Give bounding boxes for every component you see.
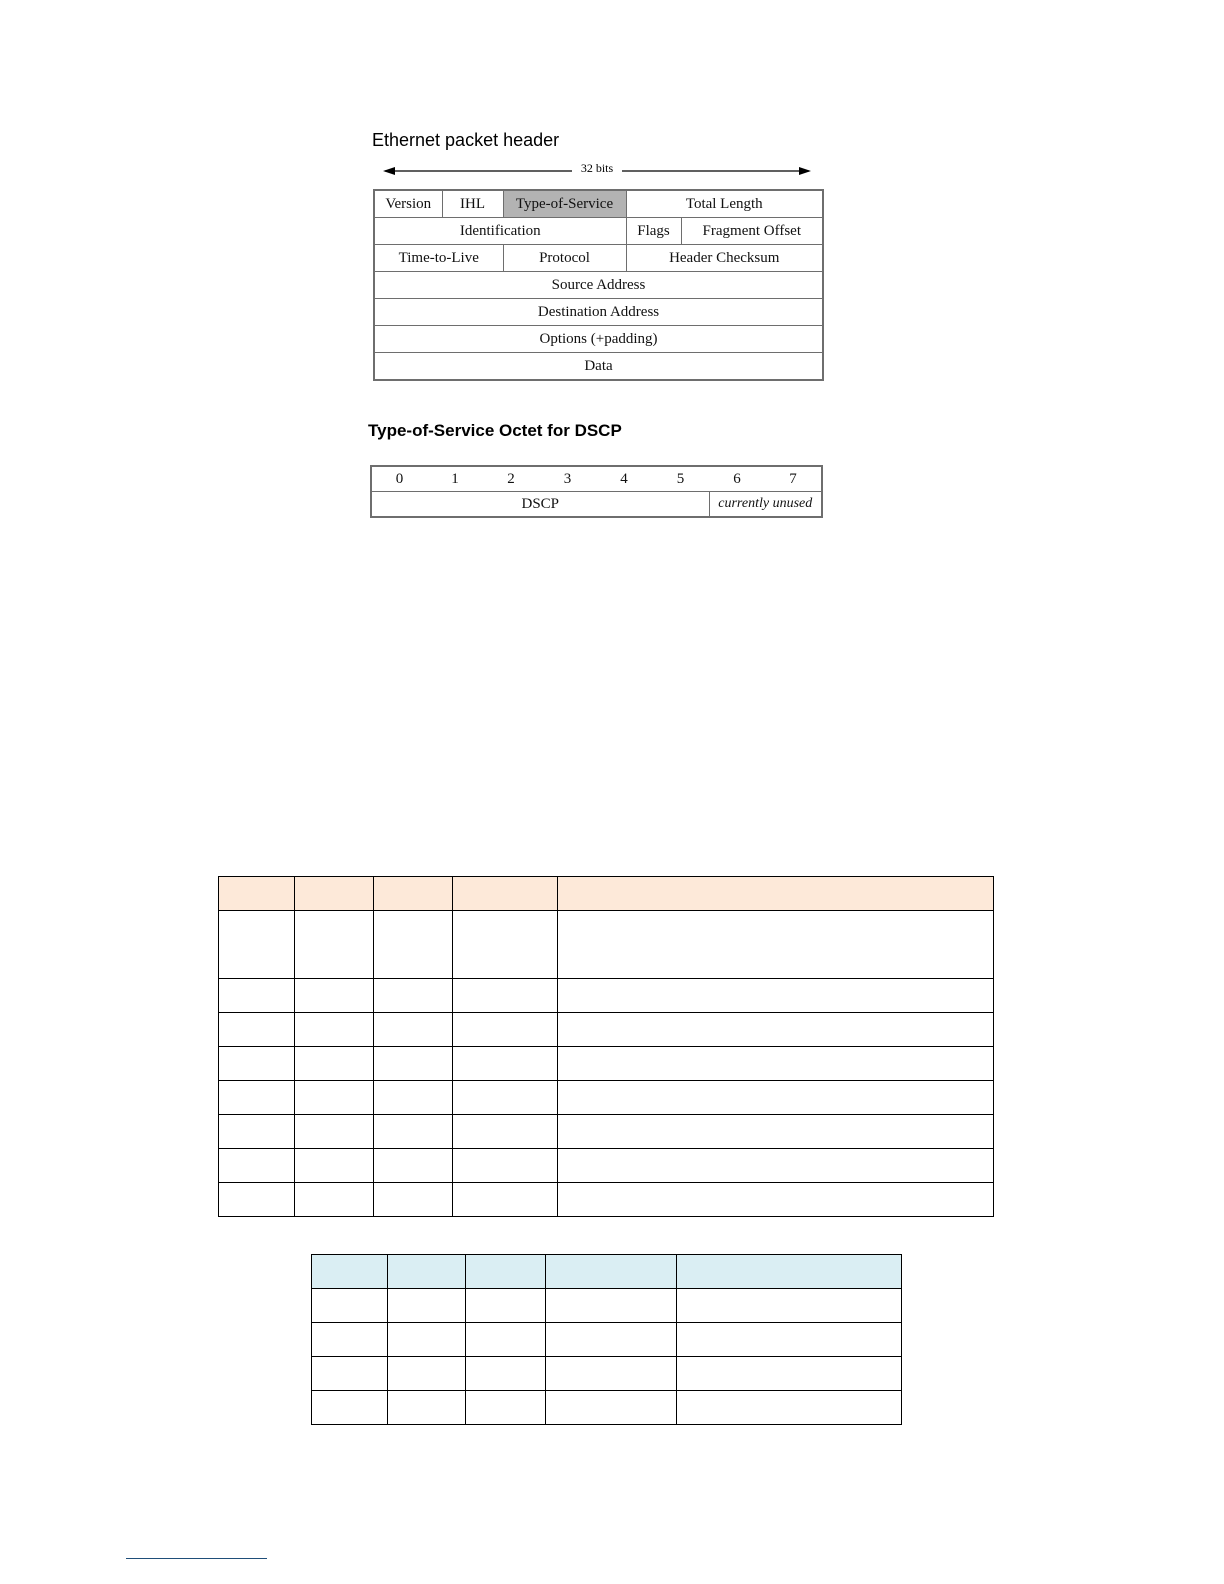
table-cell: [219, 1081, 295, 1115]
table-cell: [466, 1391, 546, 1425]
table-cell: [295, 1183, 374, 1217]
table-row: [312, 1357, 902, 1391]
field-data: Data: [374, 353, 823, 381]
empty-table-b: [311, 1254, 902, 1425]
table-cell: [374, 911, 453, 979]
table-row: [219, 911, 994, 979]
table-cell: [374, 1115, 453, 1149]
bit-index: 7: [765, 466, 822, 492]
field-version: Version: [374, 190, 442, 218]
table-cell: [388, 1255, 466, 1289]
table-cell: [295, 1081, 374, 1115]
table-cell: [374, 1149, 453, 1183]
table-cell: [219, 1047, 295, 1081]
table-row: [312, 1289, 902, 1323]
field-ihl: IHL: [442, 190, 503, 218]
table-cell: [558, 1081, 994, 1115]
table-cell: [295, 979, 374, 1013]
field-flags: Flags: [626, 218, 681, 245]
footnote-separator: [126, 1558, 267, 1559]
field-total-length: Total Length: [626, 190, 823, 218]
table-cell: [558, 979, 994, 1013]
table-cell: [388, 1323, 466, 1357]
header-row: [374, 272, 823, 299]
table-cell: [295, 911, 374, 979]
table-cell: [546, 1255, 677, 1289]
table-cell: [312, 1289, 388, 1323]
table-cell: [295, 1047, 374, 1081]
table-cell: [388, 1289, 466, 1323]
field-fragment-offset: Fragment Offset: [681, 218, 823, 245]
table-cell: [312, 1391, 388, 1425]
field-destination-address: Destination Address: [374, 299, 823, 326]
table-cell: [558, 1047, 994, 1081]
empty-table-a: [218, 876, 994, 1217]
table-cell: [219, 979, 295, 1013]
table-cell: [453, 1081, 558, 1115]
table-cell: [388, 1357, 466, 1391]
table-cell: [466, 1323, 546, 1357]
bit-index-row: [371, 466, 822, 492]
table-cell: [677, 1323, 902, 1357]
table-cell: [374, 1183, 453, 1217]
table-row: [219, 1149, 994, 1183]
bit-index: 6: [709, 466, 765, 492]
table-cell: [453, 911, 558, 979]
table-cell: [558, 1183, 994, 1217]
bit-index: 4: [596, 466, 652, 492]
header-row: [374, 326, 823, 353]
table-row: [312, 1323, 902, 1357]
table-cell: [453, 1183, 558, 1217]
table-header-row: [312, 1255, 902, 1289]
table-cell: [558, 1115, 994, 1149]
table-cell: [677, 1391, 902, 1425]
table-cell: [219, 1013, 295, 1047]
field-dscp: DSCP: [371, 492, 709, 518]
table-cell: [677, 1289, 902, 1323]
table-cell: [546, 1323, 677, 1357]
header-row: [374, 245, 823, 272]
table-cell: [453, 1149, 558, 1183]
field-options: Options (+padding): [374, 326, 823, 353]
table-cell: [312, 1255, 388, 1289]
table-row: [219, 1047, 994, 1081]
table-row: [219, 1115, 994, 1149]
table-cell: [219, 1183, 295, 1217]
table-cell: [453, 979, 558, 1013]
field-currently-unused: currently unused: [709, 492, 822, 518]
table-row: [219, 1183, 994, 1217]
header-row: [374, 353, 823, 381]
table-cell: [453, 1047, 558, 1081]
header-row: [374, 190, 823, 218]
field-time-to-live: Time-to-Live: [374, 245, 503, 272]
bit-index: 1: [427, 466, 483, 492]
field-header-checksum: Header Checksum: [626, 245, 823, 272]
table-cell: [558, 877, 994, 911]
table-cell: [374, 877, 453, 911]
ip-header-diagram: [373, 189, 824, 381]
header-row: [374, 299, 823, 326]
table-row: [312, 1391, 902, 1425]
table-cell: [677, 1357, 902, 1391]
field-source-address: Source Address: [374, 272, 823, 299]
table-cell: [388, 1391, 466, 1425]
table-cell: [453, 1115, 558, 1149]
table-cell: [374, 1047, 453, 1081]
table-cell: [466, 1357, 546, 1391]
table-row: [219, 979, 994, 1013]
table-cell: [295, 877, 374, 911]
table-cell: [295, 1013, 374, 1047]
table-cell: [295, 1115, 374, 1149]
header-row: [374, 218, 823, 245]
table-cell: [374, 979, 453, 1013]
bit-index: 3: [539, 466, 596, 492]
table-cell: [558, 1149, 994, 1183]
table-cell: [312, 1323, 388, 1357]
table-cell: [312, 1357, 388, 1391]
table-cell: [374, 1081, 453, 1115]
table-cell: [677, 1255, 902, 1289]
field-protocol: Protocol: [503, 245, 626, 272]
table-cell: [466, 1289, 546, 1323]
field-type-of-service: Type-of-Service: [503, 190, 626, 218]
table-cell: [219, 877, 295, 911]
tos-octet-diagram: [370, 465, 823, 518]
table-cell: [453, 1013, 558, 1047]
ethernet-header-title: Ethernet packet header: [372, 130, 560, 150]
table-cell: [374, 1013, 453, 1047]
field-identification: Identification: [374, 218, 626, 245]
table-header-row: [219, 877, 994, 911]
bit-width-label: 32 bits: [572, 161, 622, 176]
table-cell: [558, 1013, 994, 1047]
bit-index: 0: [371, 466, 427, 492]
table-row: [219, 1013, 994, 1047]
table-cell: [219, 911, 295, 979]
octet-field-row: [371, 492, 822, 518]
bit-index: 2: [483, 466, 539, 492]
table-cell: [466, 1255, 546, 1289]
table-cell: [546, 1391, 677, 1425]
table-cell: [453, 877, 558, 911]
table-row: [219, 1081, 994, 1115]
table-cell: [219, 1149, 295, 1183]
table-cell: [295, 1149, 374, 1183]
table-cell: [219, 1115, 295, 1149]
table-cell: [546, 1357, 677, 1391]
table-cell: [558, 911, 994, 979]
bit-index: 5: [652, 466, 709, 492]
tos-octet-title: Type-of-Service Octet for DSCP: [368, 421, 622, 440]
table-cell: [546, 1289, 677, 1323]
